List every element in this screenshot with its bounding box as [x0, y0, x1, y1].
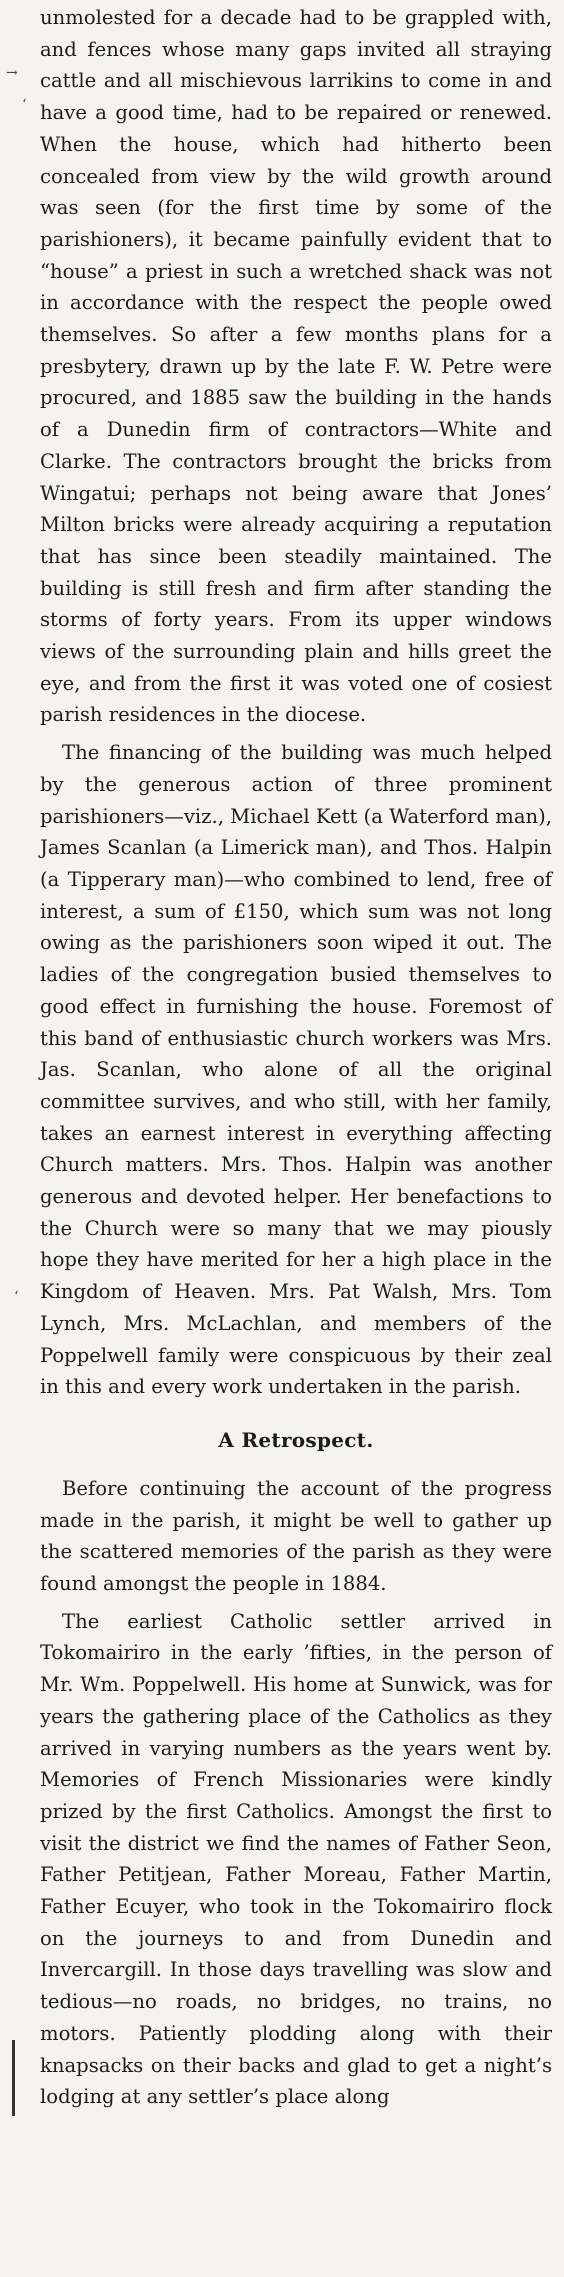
section-heading: A Retrospect. [218, 1427, 374, 1452]
margin-tick-mark: ‘ [22, 97, 27, 113]
paragraph-presbytery: unmolested for a decade had to be grappled with, and fences whose many gaps invited all straying cattle and all mischievous larrikins to come in and have a good time, had to be repaired or renewed. When the house, which had hitherto been concealed from view by the wild growth around was seen (for the first time by some of the parishioners), it became painfully evident that to “house” a priest in such a wretched shack was not in accordance with the respect the people owed themselves. So after a few months plans for a presbytery, drawn up by the late F. W. Petre were procured, and 1885 saw the building in the hands of a Dunedin firm of contractors—White and Clarke. The contractors brought the bricks from Wingatui; perhaps not being aware that Jones’ Milton bricks were already acquiring a reputation that has since been steadily maintained. The building is still fresh and firm after standing the storms of forty years. From its upper windows views of the surrounding plain and hills greet the eye, and from the first it was voted one of cosiest parish residences in the diocese. [40, 6, 552, 727]
paragraph-retrospect-intro: Before continuing the account of the progress made in the parish, it might be well to gather up the scattered memories of the parish as they were found amongst the people in 1884. [40, 1476, 552, 1596]
margin-bracket-line [12, 2040, 15, 2116]
margin-arrow-mark: → [6, 65, 18, 81]
paragraph-earliest-settler: The earliest Catholic settler arrived in Tokomairiro in the early ’fifties, in the person of Mr. Wm. Poppelwell. His home at Sunwick, was for years the gathering place of the Catholics as they arrived in varying numbers as the years went by. Memories of French Missionaries were kindly prized by the first Catholics. Amongst the first to visit the district we find the names of Father Seon, Father Petitjean, Father Moreau, Father Martin, Father Ecuyer, who took in the Tokomairiro flock on the journeys to and from Dunedin and Invercargill. In those days travelling was slow and tedious—no roads, no bridges, no trains, no motors. Patiently plodding along with their knapsacks on their backs and glad to get a night’s lodging at any settler’s place along [40, 1609, 552, 2109]
margin-tick-mark-2: ‘ [14, 1289, 19, 1305]
paragraph-financing: The financing of the building was much helped by the generous action of three prominent parishioners—viz., Michael Kett (a Waterford man), James Scanlan (a Limerick man), and Thos. Halpin (a Tipperary man)—who combined to lend, free of interest, a sum of £150, which sum was not long owing as the parishioners soon wiped it out. The ladies of the congregation busied themselves to good effect in furnishing the house. Foremost of this band of enthusiastic church workers was Mrs. Jas. Scanlan, who alone of all the original committee survives, and who still, with her family, takes an earnest interest in everything affecting Church matters. Mrs. Thos. Halpin was another generous and devoted helper. Her benefactions to the Church were so many that we may piously hope they have merited for her a high place in the Kingdom of Heaven. Mrs. Pat Walsh, Mrs. Tom Lynch, Mrs. McLachlan, and members of the Poppelwell family were conspicuous by their zeal in this and every work undertaken in the parish. [40, 741, 552, 1399]
